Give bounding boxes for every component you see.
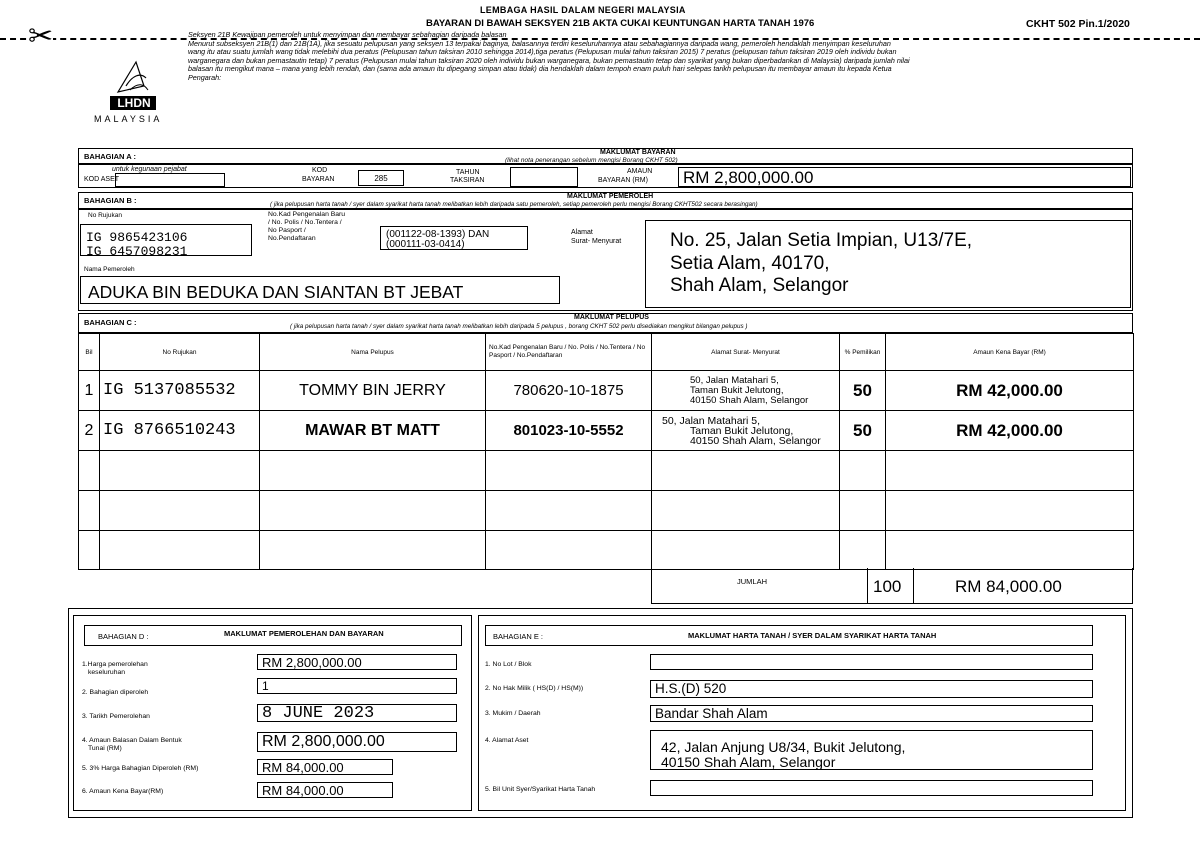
bahagian-b-heading: MAKLUMAT PEMEROLEH [567,193,654,200]
note-line: Pengarah: [188,72,222,82]
cell-rujukan[interactable]: IG 8766510243 [100,411,260,451]
d-label-line: Tunai (RM) [88,745,122,752]
cell-empty[interactable] [260,491,486,531]
kod-aset-field[interactable] [115,173,225,187]
logo-text: LHDN [117,96,151,110]
e-label-5: 5. Bil Unit Syer/Syarikat Harta Tanah [485,786,596,793]
d-label-3: 3. Tarikh Pemerolehan [82,713,150,720]
e-no-lot-field[interactable] [650,654,1093,670]
cell-nama[interactable]: MAWAR BT MATT [260,411,486,451]
alamat-line: Taman Bukit Jelutong, [690,384,784,396]
note-line: wang itu atau suatu jumlah wang tidak melebihi dua peratus (Pelupusan tahun taksiran 2010 sehingga 2014),tiga peratus (Pelupusan mulai tahun taksiran 2015) 7 peratus (pelupusan tahun taksiran 2019 oleh individu bukan [188,47,897,57]
kod-bayaran-label-2: BAYARAN [302,176,335,183]
nama-pemeroleh-label: Nama Pemeroleh [84,266,135,273]
e-label-4: 4. Alamat Aset [485,737,529,744]
col-ic: No.Kad Pengenalan Baru / No. Polis / No.Tentera / No Pasport / No.Pendaftaran [486,334,652,371]
cell-amaun[interactable]: RM 42,000.00 [886,371,1134,411]
e-mukim-field[interactable]: Bandar Shah Alam [650,705,1093,722]
jumlah-label-cell [651,568,868,604]
e-bil-unit-field[interactable] [650,780,1093,796]
tahun-label-2: TAKSIRAN [450,177,485,184]
cell-empty[interactable] [486,531,652,570]
cell-bil: 1 [79,371,100,411]
alamat-line: 50, Jalan Matahari 5, [690,374,779,386]
scissors-icon: ✂ [28,20,54,53]
alamat-field[interactable] [645,220,1131,308]
cell-nama[interactable]: TOMMY BIN JERRY [260,371,486,411]
d-label-4 [82,737,182,753]
col-alamat: Alamat Surat- Menyurat [652,334,840,371]
no-rujukan-field[interactable] [80,224,252,256]
cell-alamat[interactable] [652,371,840,411]
amaun-label-1: AMAUN [627,168,653,175]
jumlah-label: JUMLAH [737,577,768,586]
note-line: Seksyen 21B Kewajipan pemeroleh untuk menyimpan dan membayar sebahagian daripada balasan [188,30,507,39]
cell-empty[interactable] [100,451,260,491]
cell-empty [79,451,100,491]
col-no-rujukan: No Rujukan [100,334,260,371]
table-row-empty [79,451,1134,491]
nama-pemeroleh-value: ADUKA BIN BEDUKA DAN SIANTAN BT JEBAT [88,282,464,302]
col-amaun: Amaun Kena Bayar (RM) [886,334,1134,371]
no-rujukan-1: IG 9865423106 [86,230,188,245]
cell-empty[interactable] [886,531,1134,570]
d-harga-field[interactable]: RM 2,800,000.00 [257,654,457,670]
pelupus-table [78,333,1134,570]
no-rujukan-2: IG 6457098231 [86,244,188,256]
jumlah-amaun: RM 84,000.00 [955,577,1062,596]
kp-label-line: No Pasport / [268,227,306,234]
alamat-line: 50, Jalan Matahari 5, [662,414,761,427]
kp-label [268,211,345,243]
cell-empty[interactable] [486,451,652,491]
bahagian-a-label: BAHAGIAN A : [84,152,136,161]
d-label-line: 1.Harga pemerolehan [82,661,148,668]
tahun-taksiran-field[interactable] [510,167,578,187]
kp-label-line: No.Pendaftaran [268,235,316,242]
cell-empty[interactable] [886,491,1134,531]
e-label-2: 2. No Hak Milik ( HS(D) / HS(M)) [485,685,584,692]
note-line: balasan itu mengikut mana – mana yang lebih rendah, dan (sama ada amaun itu dipegang simpan atau tidak) dia hendaklah dalam tempoh enam puluh hari selepas tarikh pelupusan itu membayar amaun itu kepada Ketua [188,64,892,74]
table-header-row [79,334,1134,371]
col-nama: Nama Pelupus [260,334,486,371]
amaun-bayaran-field[interactable]: RM 2,800,000.00 [678,167,1131,187]
alamat-label-2: Surat- Menyurat [571,238,622,245]
e-label-3: 3. Mukim / Daerah [485,710,541,717]
table-row [79,371,1134,411]
cell-pemilikan[interactable]: 50 [840,411,886,451]
cell-empty[interactable] [652,491,840,531]
cell-empty[interactable] [840,451,886,491]
cell-bil: 2 [79,411,100,451]
alamat-line: 40150 Shah Alam, Selangor [690,394,809,406]
lhdn-logo [88,52,178,134]
cell-empty[interactable] [260,531,486,570]
e-label-1: 1. No Lot / Blok [485,661,532,668]
tahun-label-1: TAHUN [456,169,480,176]
kod-bayaran-field[interactable]: 285 [358,170,404,186]
kod-aset-label: KOD ASET [84,176,120,183]
e-alamat-line-1: 42, Jalan Anjung U8/34, Bukit Jelutong, [661,739,906,755]
kp-label-line: / No. Polis / No.Tentera / [268,219,342,226]
cell-ic[interactable]: 780620-10-1875 [486,371,652,411]
bahagian-c-subheading: ( jika pelupusan harta tanah / syer dalam syarikat harta tanah melibatkan lebih daripada 5 pelupus , borang CKHT 502 perlu disediakan mengikut bilangan pelupus ) [290,323,748,330]
d-label-2: 2. Bahagian diperoleh [82,689,149,696]
org-name: LEMBAGA HASIL DALAM NEGERI MALAYSIA [480,5,686,15]
bahagian-e-label: BAHAGIAN E : [493,632,544,641]
notes-paragraph [188,31,1130,83]
form-code: CKHT 502 Pin.1/2020 [1026,18,1130,30]
amaun-label-2: BAYARAN (RM) [598,177,648,184]
d-label-1 [82,661,148,677]
no-rujukan-label: No Rujukan [88,212,122,219]
cell-empty[interactable] [652,451,840,491]
alamat-line: 40150 Shah Alam, Selangor [690,434,821,447]
form-title: BAYARAN DI BAWAH SEKSYEN 21B AKTA CUKAI KEUNTUNGAN HARTA TANAH 1976 [426,18,815,29]
nama-pemeroleh-field[interactable] [80,276,560,304]
d-label-line: 4. Amaun Balasan Dalam Bentuk [82,737,182,744]
bahagian-d-label: BAHAGIAN D : [98,632,149,641]
e-hak-milik-field[interactable]: H.S.(D) 520 [650,680,1093,698]
cell-alamat[interactable] [652,411,840,451]
table-row-empty [79,491,1134,531]
d-amaun-kena-bayar-field[interactable]: RM 84,000.00 [257,782,393,798]
cell-empty[interactable] [100,531,260,570]
cell-amaun[interactable]: RM 42,000.00 [886,411,1134,451]
cell-ic[interactable]: 801023-10-5552 [486,411,652,451]
d-label-line: keseluruhan [88,669,126,676]
d-3pct-field[interactable]: RM 84,000.00 [257,759,393,775]
alamat-line-1: No. 25, Jalan Setia Impian, U13/7E, [670,230,973,251]
bahagian-a-heading: MAKLUMAT BAYARAN [600,149,676,156]
cell-empty[interactable] [840,531,886,570]
cell-empty[interactable] [840,491,886,531]
bahagian-c-label: BAHAGIAN C : [84,318,137,327]
kp-value-2: (000111-03-0414) [386,239,465,250]
e-alamat-line-2: 40150 Shah Alam, Selangor [661,754,836,770]
logo-sub: MALAYSIA [94,114,163,124]
d-tarikh-field[interactable]: 8 JUNE 2023 [257,704,457,722]
bahagian-a-subheading: (lihat nota penerangan sebelum mengisi Borang CKHT 502) [505,157,678,164]
alamat-line: Taman Bukit Jelutong, [690,424,794,437]
table-row [79,411,1134,451]
cell-empty [79,491,100,531]
kp-value-1: (001122-08-1393) DAN [386,229,490,240]
d-amaun-balasan-field[interactable]: RM 2,800,000.00 [257,732,457,752]
jumlah-pemilikan: 100 [873,577,902,596]
note-line: warganegara dan bukan pemastautin tetap) 7 peratus (Pelupusan mulai tahun taksiran 2020 oleh individu bukan warganegara, bukan pemastautin tetap dan syarikat yang bukan diperbadankan di Malaysia) daripada jumlah nilai [188,55,910,65]
bahagian-b-label: BAHAGIAN B : [84,196,137,205]
alamat-line-2: Setia Alam, 40170, [670,253,830,274]
bahagian-d-heading: MAKLUMAT PEMEROLEHAN DAN BAYARAN [224,629,384,638]
cell-empty[interactable] [260,451,486,491]
cell-rujukan[interactable]: IG 5137085532 [100,371,260,411]
cell-pemilikan[interactable]: 50 [840,371,886,411]
cell-empty[interactable] [486,491,652,531]
table-row-empty [79,531,1134,570]
bahagian-b-subheading: ( jika pelupusan harta tanah / syer dalam syarikat harta tanah melibatkan lebih daripada satu pemeroleh, setiap pemeroleh perlu mengisi Borang CKHT502 secara berasingan) [270,201,758,208]
col-bil: Bil [79,334,100,371]
d-bahagian-field[interactable]: 1 [257,678,457,694]
e-alamat-field[interactable] [650,730,1093,770]
col-pemilikan: % Pemilikan [840,334,886,371]
alamat-label-1: Alamat [571,229,593,236]
kp-label-line: No.Kad Pengenalan Baru [268,211,346,218]
kod-bayaran-label-1: KOD [312,167,328,174]
office-use-label: untuk kegunaan pejabat [112,166,187,173]
cell-empty [79,531,100,570]
bahagian-e-heading: MAKLUMAT HARTA TANAH / SYER DALAM SYARIKAT HARTA TANAH [688,631,937,640]
alamat-line-3: Shah Alam, Selangor [670,275,849,296]
note-line: Menurut subseksyen 21B(1) dan 21B(1A), jika sesuatu pelupusan yang seksyen 13 terpakai baginya, balasannya terdiri keseluruhannya atau sebahagiannya daripada wang, pemeroleh hendaklah menyimpan keseluruhan [188,38,891,48]
d-label-5: 5. 3% Harga Bahagian Diperoleh (RM) [82,765,199,772]
kp-field[interactable] [380,226,528,250]
d-label-6: 6. Amaun Kena Bayar(RM) [82,788,164,795]
cell-empty[interactable] [886,451,1134,491]
bahagian-c-heading: MAKLUMAT PELUPUS [574,314,649,321]
cell-empty[interactable] [652,531,840,570]
cell-empty[interactable] [100,491,260,531]
